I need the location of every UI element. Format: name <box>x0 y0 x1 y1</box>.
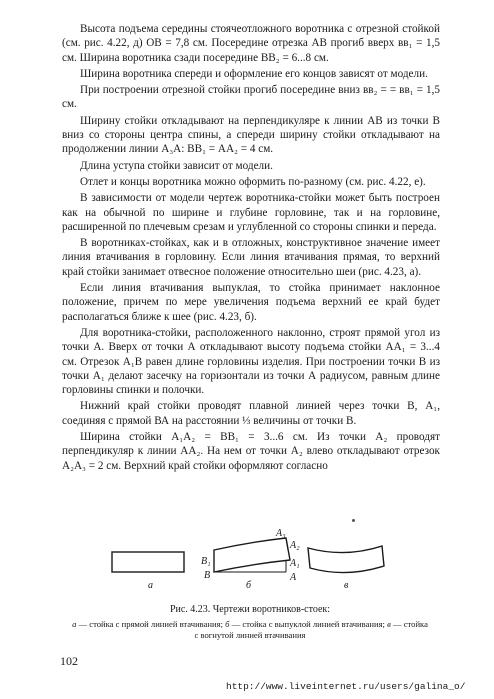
caption-text-v: — стойка с вогнутой линией втачивания <box>194 619 428 640</box>
label-A2: A₂ <box>290 540 300 551</box>
paragraph: Нижний край стойки проводят плавной линией через точки В, А₁, соединяя с прямой ВА на расстоянии ⅓ величины от точки В. <box>62 400 440 427</box>
paragraph: Ширина стойки А₁А₂ = ВВ₁ = 3...6 см. Из точки А₂ проводят перпендикуляр к линии АА₂. На нем от точки А₂ влево откладывают отрезок А₂А₃ = 2 см. Верхний край стойки оформляют согласно <box>62 431 440 472</box>
body-text <box>62 22 440 475</box>
paragraph: Если линия втачивания выпуклая, то стойка принимает наклонное положение, причем по мере увеличения подъема верхний ее край будет располагаться ближе к шее (рис. 4.23, б). <box>62 282 440 323</box>
caption-letter-b: б <box>225 619 230 629</box>
paragraph: Отлет и концы воротника можно оформить по-разному (см. рис. 4.22, е). <box>80 175 426 188</box>
caption-text-b: — стойка с выпуклой линией втачивания; <box>229 619 388 629</box>
label-a: а <box>148 580 153 591</box>
label-A: A <box>290 572 297 583</box>
watermark-url: http://www.liveinternet.ru/users/galina_o/ <box>226 681 466 692</box>
collar-drawings-figure <box>100 520 430 600</box>
label-B1: B₁ <box>201 556 211 567</box>
label-v: в <box>344 580 349 591</box>
paragraph: Высота подъема середины стоячеотложного воротника с отрезной стойкой (см. рис. 4.22, д) ОВ = 7,8 см. Посередине отрезка АВ прогиб вверх вв₁ = 1,5 см. Ширина воротника сзади посередине ВВ₂ = 6...8 см. <box>62 23 440 64</box>
label-B: B <box>204 570 211 581</box>
label-A3: A₃ <box>276 528 286 539</box>
caption-description <box>70 619 430 641</box>
paragraph: Ширина воротника спереди и оформление его концов зависят от модели. <box>80 67 428 80</box>
label-A1: A₁ <box>290 558 300 569</box>
paragraph: Для воротника-стойки, расположенного наклонно, строят прямой угол из точки А. Вверх от точки А откладывают высоту подъема стойки АА₁ = 3...4 см. Отрезок А₁В равен длине горловины изделия. При построении точки В из точки А₁ делают засечку на горизонтали из точки А радиусом, равным длине горловины спинки и полочки. <box>62 326 440 397</box>
figure-caption <box>70 604 430 641</box>
caption-text-a: — стойка с прямой линией втачивания; <box>76 619 226 629</box>
page-number: 102 <box>60 654 78 668</box>
label-b: б <box>246 580 252 591</box>
paragraph: В зависимости от модели чертеж воротника-стойки может быть построен как на обычной по ширине и глубине горловине, так и на горловине, расширенной по плечевым срезам и углубленной со стороны спинки и переда. <box>62 192 440 233</box>
caption-letter-a: а <box>72 619 77 629</box>
paragraph: Длина уступа стойки зависит от модели. <box>80 159 273 172</box>
convex-collar-shape <box>214 538 290 572</box>
paragraph: При построении отрезной стойки прогиб посередине вниз вв₂ = = вв₁ = 1,5 см. <box>62 84 440 111</box>
paragraph: Ширину стойки откладывают на перпендикуляре к линии АВ из точки В вниз со стороны центра спины, а спереди ширину стойки откладывают на продолжении линии А₃А: ВВ₁ = АА₂ = 4 см. <box>62 114 440 156</box>
concave-collar-shape <box>308 546 384 573</box>
caption-title: Рис. 4.23. Чертежи воротников-стоек: <box>169 604 331 615</box>
caption-letter-v: в <box>387 619 391 629</box>
straight-collar-shape <box>112 552 184 572</box>
paragraph: В воротниках-стойках, как и в отложных, конструктивное значение имеет линия втачивания в горловину. Если линия втачивания прямая, то верхний край стойки занимает отвесное положение относительно шеи (рис. 4.23, а). <box>62 237 440 278</box>
